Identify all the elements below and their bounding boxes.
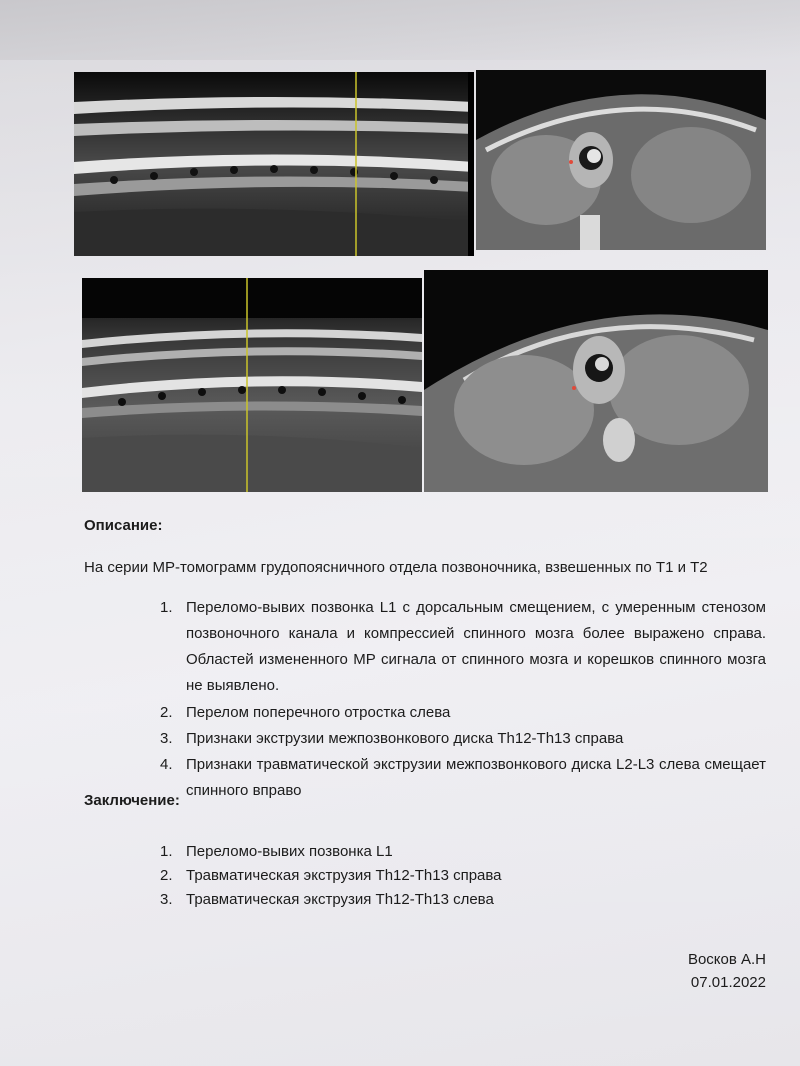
- description-heading: Описание:: [84, 517, 163, 534]
- list-item-number: 2.: [160, 704, 173, 721]
- page-shadow: [0, 0, 800, 60]
- signature-date: 07.01.2022: [690, 974, 766, 991]
- list-item: [160, 752, 766, 804]
- mri-axial-bottom: [424, 270, 768, 492]
- description-intro: На серии МР-томограмм грудопоясничного отдела позвоночника, взвешенных по Т1 и Т2: [84, 559, 708, 576]
- list-item-number: 1.: [160, 843, 173, 860]
- conclusion-heading: Заключение:: [84, 792, 180, 809]
- signature-block: [688, 948, 766, 994]
- mri-sagittal-bottom: [82, 278, 422, 492]
- mri-sagittal-top: [74, 72, 474, 256]
- list-item-number: 3.: [160, 891, 173, 908]
- list-item-text: Перелом поперечного отростка слева: [186, 704, 451, 721]
- list-item: [160, 726, 766, 752]
- list-item: [160, 888, 766, 912]
- list-item-number: 2.: [160, 867, 173, 884]
- list-item-number: 4.: [160, 756, 173, 773]
- list-item: [160, 840, 766, 864]
- list-item-text: Признаки экструзии межпозвонкового диска Th12-Th13 справа: [186, 730, 624, 747]
- list-item: [160, 595, 766, 699]
- list-item: [160, 700, 766, 726]
- list-item: [160, 864, 766, 888]
- list-item-number: 3.: [160, 730, 173, 747]
- list-item-number: 1.: [160, 599, 173, 616]
- list-item-text: Переломо-вывих позвонка L1: [186, 843, 393, 860]
- mri-axial-top: [476, 70, 766, 250]
- list-item-text: Переломо-вывих позвонка L1 с дорсальным смещением, с умеренным стенозом позвоночного канала и компрессией спинного мозга более выражено справа. Областей измененного МР сигнала от спинного мозга и корешков спинного мозга не выявлено.: [186, 599, 766, 694]
- signature-name: Восков А.Н: [687, 951, 766, 968]
- description-list: [160, 595, 766, 804]
- conclusion-list: [160, 840, 766, 912]
- list-item-text: Травматическая экструзия Th12-Th13 справа: [186, 867, 502, 884]
- list-item-text: Признаки травматической экструзии межпозвонкового диска L2-L3 слева смещает спинного вправо: [186, 756, 766, 799]
- list-item-text: Травматическая экструзия Th12-Th13 слева: [186, 891, 494, 908]
